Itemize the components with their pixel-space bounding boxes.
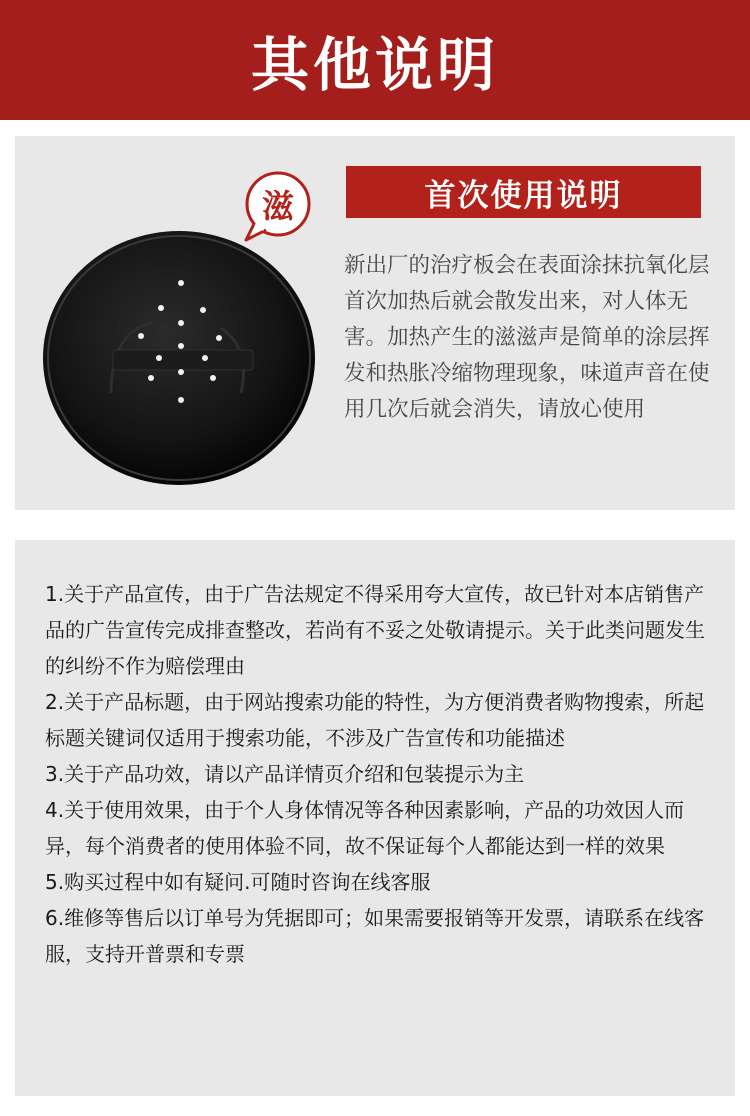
terms-list [45,576,715,972]
terms-panel [15,540,735,1096]
term-item: 5.购买过程中如有疑问.可随时咨询在线客服 [45,870,431,894]
badge-char: 滋 [261,187,294,225]
term-item: 3.关于产品功效，请以产品详情页介绍和包装提示为主 [45,762,525,786]
page-title: 其他说明 [250,31,499,99]
header-bar [0,0,750,120]
term-item: 2.关于产品标题，由于网站搜索功能的特性，为方便消费者购物搜索，所起标题关键词仅适用于搜索功能，不涉及广告宣传和功能描述 [45,690,705,750]
section-title: 首次使用说明 [424,177,623,214]
product-disc-image [41,228,316,486]
first-use-notice-text: 新出厂的治疗板会在表面涂抹抗氧化层首次加热后就会散发出来，对人体无害。加热产生的滋滋声是简单的涂层挥发和热胀冷缩物理现象，味道声音在使用几次后就会消失，请放心使用 [344,253,710,422]
term-item: 4.关于使用效果，由于个人身体情况等各种因素影响，产品的功效因人而异，每个消费者的使用体验不同，故不保证每个人都能达到一样的效果 [45,798,685,858]
term-item: 6.维修等售后以订单号为凭据即可；如果需要报销等开发票，请联系在线客服，支持开普票和专票 [45,906,705,966]
section-banner [346,166,701,218]
term-item: 1.关于产品宣传，由于广告法规定不得采用夸大宣传，故已针对本店销售产品的广告宣传完成排查整改，若尚有不妥之处敬请提示。关于此类问题发生的纠纷不作为赔偿理由 [45,582,705,678]
first-use-panel [15,136,735,510]
